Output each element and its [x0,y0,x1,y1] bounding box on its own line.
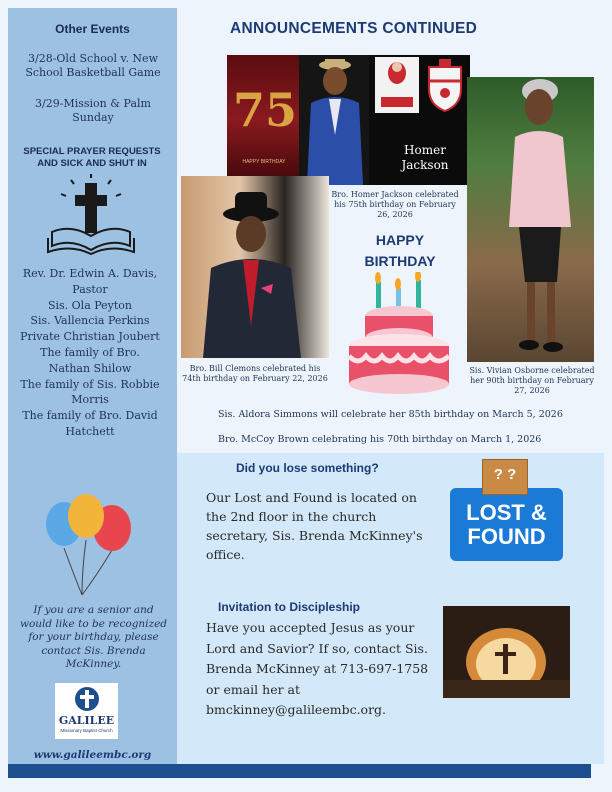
prayer-item: Sis. Ola Peyton [47,298,133,312]
tomb-cross-image [443,606,570,698]
vivian-caption: Sis. Vivian Osborne celebrated her 90th birthday on February 27, 2026 [469,366,595,395]
birthday-cake-icon [346,272,452,398]
badge-line-1: LOST & [466,500,547,525]
logo-subtext: Missionary Baptist Church [60,728,113,733]
prayer-requests-title: SPECIAL PRAYER REQUESTS AND SICK AND SHUT IN [23,146,161,169]
bill-portrait [181,176,329,358]
bible-cross-icon [46,174,136,256]
prayer-item: Sis. Vallencia Perkins [30,314,150,328]
page-title: ANNOUNCEMENTS CONTINUED [230,20,478,37]
shield-emblem [423,59,467,113]
church-logo-icon [69,685,105,713]
discipleship-text: Have you accepted Jesus as your Lord and Savior? If so, contact Sis. Brenda McKinney at 713-697-1758 or email her at bmckinney@galileembc.org. [206,620,429,717]
crest-icon [375,57,419,113]
bill-caption: Bro. Bill Clemons celebrated his 74th birthday on February 22, 2026 [182,364,328,383]
question-box-icon [482,459,528,495]
church-logo [55,683,118,739]
logo-name: GALILEE [58,714,115,727]
lost-found-text: Our Lost and Found is located on the 2nd floor in the church secretary, Sis. Brenda McKinney's office. [206,490,423,562]
event-item: 3/28-Old School v. New School Basketball Game [25,52,161,79]
fraternity-crest [375,57,419,113]
banner-small-text: HAPPY BIRTHDAY [242,159,286,165]
prayer-item: The family of Bro. Nathan Shilow [40,345,140,375]
mccoy-birthday-line: Bro. McCoy Brown celebrating his 70th birthday on March 1, 2026 [218,434,542,445]
banner-number: 75 [233,83,298,137]
vivian-photo [467,77,594,362]
homer-portrait [299,55,369,185]
prayer-item: The family of Bro. David Hatchett [22,409,158,438]
shield-icon [423,59,467,113]
homer-name-label: Homer Jackson [401,143,449,172]
tomb-cross-icon [443,606,570,698]
prayer-item: The family of Sis. Robbie Morris [20,377,160,407]
question-marks: ? ? [493,466,517,483]
senior-note: If you are a senior and would like to be recognized for your birthday, please contact Sis. Brenda McKinney. [19,604,167,670]
homer-caption: Bro. Homer Jackson celebrated his 75th birthday on February 26, 2026 [331,190,459,219]
event-item: 3/29-Mission & Palm Sunday [35,97,151,124]
aldora-birthday-line: Sis. Aldora Simmons will celebrate her 85th birthday on March 5, 2026 [218,409,563,420]
homer-banner [227,55,470,185]
badge-line-2: FOUND [467,524,546,549]
footer-bar [8,764,591,778]
lost-found-title: Did you lose something? [236,461,379,475]
prayer-item: Private Christian Joubert [20,330,160,344]
prayer-list [20,266,160,440]
lost-found-badge [450,488,563,561]
vivian-portrait [467,77,594,362]
balloons-icon [42,490,142,600]
website-link[interactable]: www.galileembc.org [33,749,152,761]
bill-photo [181,176,329,358]
prayer-item: Rev. Dr. Edwin A. Davis, Pastor [22,267,158,296]
other-events-title: Other Events [55,22,130,36]
happy-birthday-heading: HAPPY BIRTHDAY [364,232,436,269]
discipleship-title: Invitation to Discipleship [218,600,361,614]
